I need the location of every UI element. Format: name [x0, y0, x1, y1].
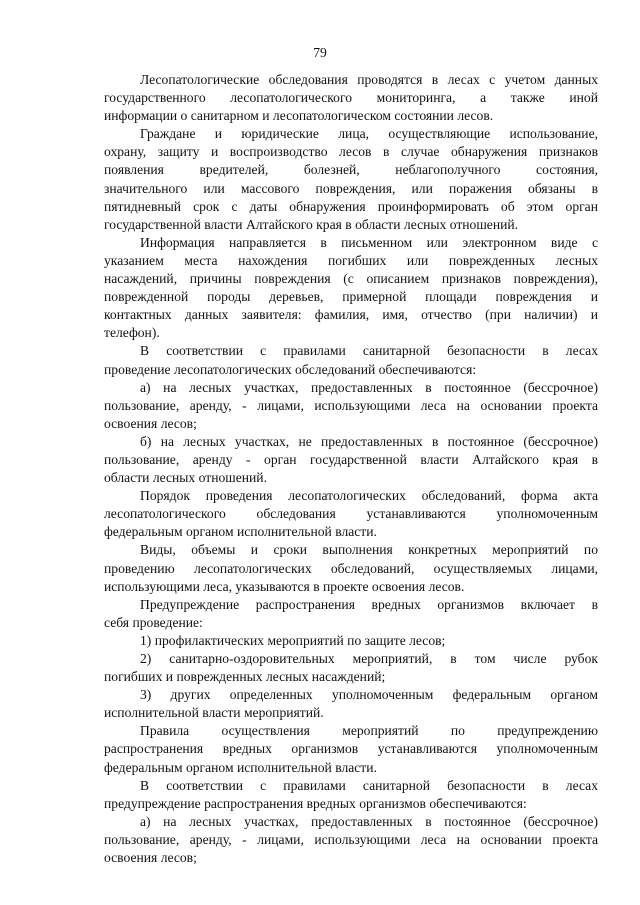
text-line: предупреждение распространения вредных организмов обеспечиваются:	[104, 795, 527, 811]
text-line: государственного лесопатологического мониторинга, а также иной	[104, 90, 598, 106]
text-line: 2) санитарно-оздоровительных мероприятий, в том числе рубок	[140, 651, 598, 666]
paragraph	[104, 541, 598, 595]
text-line: появления вредителей, болезней, неблагополучного состояния,	[104, 162, 598, 178]
document-body	[104, 71, 598, 867]
text-line: области лесных отношений.	[104, 470, 267, 486]
text-line: лесопатологического обследования устанавливаются уполномоченным	[104, 506, 598, 522]
paragraph	[104, 686, 598, 722]
text-line: Граждане и юридические лица, осуществляющие использование,	[140, 126, 598, 142]
text-line: В соответствии с правилами санитарной безопасности в лесах	[140, 777, 598, 793]
paragraph	[104, 596, 598, 632]
text-line: проведение лесопатологических обследований обеспечиваются:	[104, 361, 477, 377]
text-line: исполнительной власти мероприятий.	[104, 705, 324, 721]
text-line: контактных данных заявителя: фамилия, имя, отчество (при наличии) и	[104, 307, 598, 323]
text-line: пользование, аренду - орган государственной власти Алтайского края в	[104, 451, 598, 467]
paragraph	[104, 234, 598, 343]
text-line: пользование, аренду, - лицами, использующими леса на основании проекта	[104, 831, 598, 847]
paragraph	[104, 650, 598, 686]
text-line: погибших и поврежденных лесных насаждений;	[104, 669, 386, 685]
text-line: федеральным органом исполнительной власти.	[104, 524, 377, 540]
text-line: пятидневный срок с даты обнаружения проинформировать об этом орган	[104, 198, 598, 214]
text-line: значительного или массового повреждения, или поражения обязаны в	[104, 180, 598, 196]
text-line: использующими леса, указываются в проекте освоения лесов.	[104, 578, 465, 594]
text-line: телефон).	[104, 325, 160, 341]
paragraph	[104, 813, 598, 867]
text-line: Порядок проведения лесопатологических обследований, форма акта	[140, 488, 598, 504]
text-line: проведению лесопатологических обследований, осуществляемых лицами,	[104, 560, 598, 576]
text-line: пользование, аренду, - лицами, использующими леса на основании проекта	[104, 397, 598, 413]
paragraph	[104, 777, 598, 813]
paragraph	[104, 71, 598, 125]
text-line: Правила осуществления мероприятий по предупреждению	[140, 723, 598, 739]
paragraph	[104, 433, 598, 487]
text-line: поврежденной породы деревьев, примерной площади повреждения и	[104, 289, 598, 305]
paragraph	[104, 379, 598, 433]
text-line: Лесопатологические обследования проводятся в лесах с учетом данных	[140, 72, 598, 87]
text-line: Информация направляется в письменном или электронном виде с	[140, 234, 598, 250]
text-line: а) на лесных участках, предоставленных в постоянное (бессрочное)	[140, 379, 598, 395]
paragraph	[104, 632, 598, 650]
text-line: 3) других определенных уполномоченным федеральным органом	[140, 687, 598, 703]
paragraph	[104, 722, 598, 776]
text-line: Предупреждение распространения вредных организмов включает в	[140, 596, 598, 612]
paragraph	[104, 342, 598, 378]
text-line: распространения вредных организмов устанавливаются уполномоченным	[104, 741, 598, 757]
text-line: федеральным органом исполнительной власти.	[104, 759, 377, 775]
text-line: б) на лесных участках, не предоставленных в постоянное (бессрочное)	[140, 433, 598, 449]
text-line: В соответствии с правилами санитарной безопасности в лесах	[140, 343, 598, 359]
text-line: а) на лесных участках, предоставленных в постоянное (бессрочное)	[140, 813, 598, 829]
text-line: охрану, защиту и воспроизводство лесов в случае обнаружения признаков	[104, 144, 598, 160]
paragraph	[104, 487, 598, 541]
text-line: освоения лесов;	[104, 415, 197, 431]
text-line: информации о санитарном и лесопатологическом состоянии лесов.	[104, 108, 494, 124]
paragraph	[104, 125, 598, 234]
text-line: государственной власти Алтайского края в области лесных отношений.	[104, 216, 519, 232]
page-number: 79	[313, 45, 327, 60]
text-line: насаждений, причины повреждения (с описанием признаков повреждения),	[104, 271, 598, 287]
text-line: освоения лесов;	[104, 850, 197, 866]
text-line: 1) профилактических мероприятий по защите лесов;	[140, 632, 446, 648]
text-line: указанием места нахождения погибших или поврежденных лесных	[104, 252, 598, 268]
text-line: себя проведение:	[104, 614, 203, 630]
text-line: Виды, объемы и сроки выполнения конкретных мероприятий по	[140, 542, 598, 558]
